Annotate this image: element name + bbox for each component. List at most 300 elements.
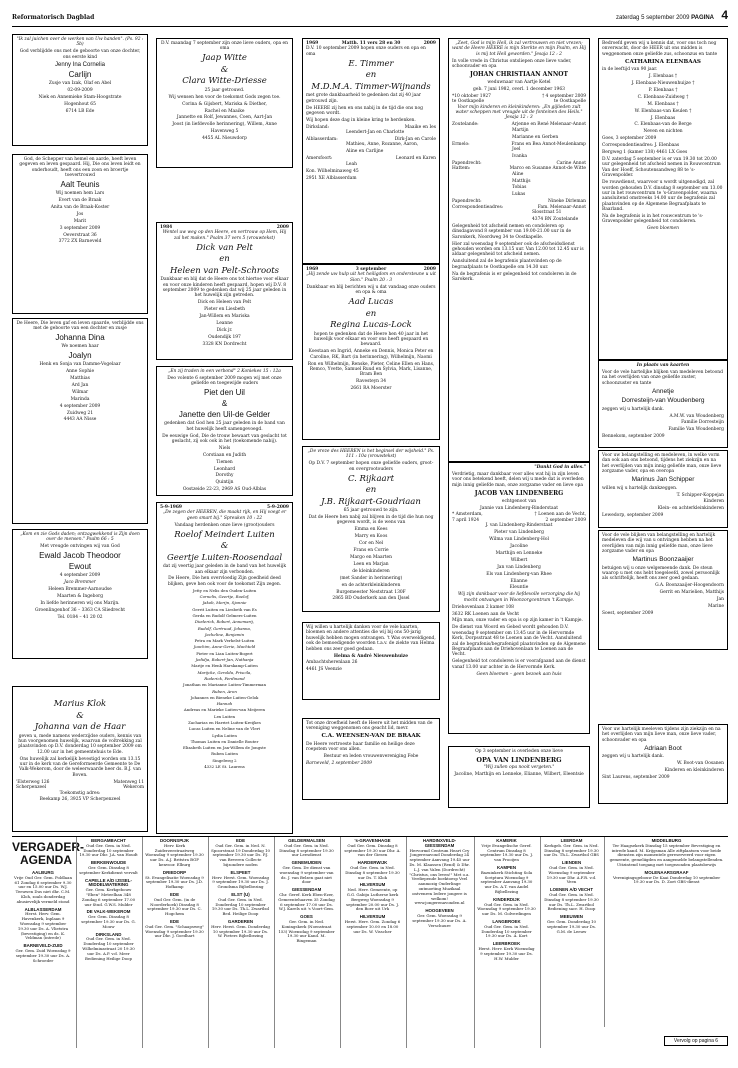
notice-kids: Cornelis, Geertje, Roelof, [199, 594, 250, 600]
notice-name: Roelof Meindert Luiten [174, 529, 275, 540]
notice-callname: Carlijn [68, 70, 92, 80]
continued-link[interactable]: Vervolg op pagina 6 [664, 1036, 728, 1046]
notice-kids: Familie Van Woudenberg [668, 427, 724, 433]
notice-kids: Thomas Luiten en Danielle Bouter [190, 738, 259, 744]
notice-kids: Pieter en Lian Luiten-Bogert [196, 650, 253, 656]
agenda-entry-text: Ger. Gem. Woensdag 9 september 19.30 uur Ds. A. Verschuure [412, 912, 467, 928]
notice-sibling: Ard Jan [71, 382, 89, 388]
agenda-entry-place: DE VALK-WEKEROM [86, 909, 131, 915]
notice-address: Zuidweg 21 [66, 410, 94, 416]
notice-name: Johanna van de Haar [34, 722, 126, 732]
agenda-entry [543, 888, 600, 912]
agenda-entry [607, 871, 726, 885]
notice-kids: Rachel en Maaike [204, 108, 245, 114]
agenda-entry-text: Vrije Evangelische Geref. Centrum Dinsdag 8 september 19.30 uur Ds. J. van Prooijen [480, 842, 533, 863]
agenda-entry-text: Oud Ger. Gem. in Ned. Donderdag 10 september Wilhelminastraat 20 19.30 uur Ds. A.P. v.d. Meer Bediening Heilige Doop [82, 936, 135, 961]
notice-text: Wij willen u hartelijk danken voor de vele kaarten, bloemen en andere attenties die wij bij ons 50-jarig huwelijk hebben mogen ontvangen. 't Was overweldigend, ook de bemoedigende woorden t.a.v. de ziekte van Helma hebben ons zeer goed gedaan. [306, 625, 436, 652]
notice-kids: Jannette en Rolf, Jewannes, Coen, Aart-Jan [176, 115, 273, 121]
agenda-entry-text: Bazuinkerk Stichting Sola Scriptura Woensdag 9 september Aanvang 19.30 uur Ds. A.T. van Andel Bijbellezing [480, 869, 533, 894]
notice-text: Tot onze droefheid heeft de Heere uit het midden van de vereniging weggenomen ons geacht lid, mevr. [306, 721, 433, 732]
agenda-entry [277, 888, 336, 912]
agenda-entry-text: Ger. Gem. Dinsdag 8 september 19.30 uur Ds. G. Mouw [81, 914, 136, 929]
agenda-entry-place: GIESSENDAM [291, 887, 322, 893]
notice-name: CATHARINA ELENBAAS [625, 58, 701, 65]
agenda-entry-text: Oud Ger. Gem. in Ned. Dinsdag 8 september 19.30 uur Ds. T. Klok [345, 864, 400, 880]
agenda-entry-place: DIRKSLAND [95, 931, 122, 937]
notice-kids: P. Elenbaas † [648, 87, 678, 93]
notice-kids: Marthijn en Lenneke [495, 550, 543, 556]
notice-text: D.V. zaterdag 5 september is er van 19.30 tot 20.00 uur gelegenheid tot afscheid nemen in Rouwcentrum Van der Hoeff, Schoutensandweg 88 te 's-Gravenpolder. [602, 157, 721, 179]
notice-city: 3772 ZX Barneveld [58, 239, 102, 245]
agenda-entry [14, 871, 72, 905]
notice-name: Jaap Witte [202, 53, 247, 64]
agenda-entry-text: St. Evangelisatie Woensdag 9 september 19.30 uur Ds. J.D. Hofkamp [145, 874, 204, 890]
notice-quote: „Hij zende uw hulp uit het heiligdom en ondersteune u uit Sion." Psalm 20 : 3 [306, 272, 436, 283]
agenda-entry-place: MOLENAARSGRAAF [644, 869, 689, 875]
notice-address: Oeverstraat 36 [63, 232, 97, 238]
notice-text: Voor de vele blijken van belangstelling en hartelijk medeleven die wij van u ontvingen hebben na het overlijden van mijn innig geliefde man, onze lieve zorgzame vader en opa [602, 533, 716, 555]
death-date: † 4 september 2009 [541, 93, 586, 99]
notice-kids: A.M.W. van Woudenberg [669, 413, 724, 419]
notice-day: 3 september [355, 267, 387, 272]
notice-kids: Jacheline, Benjamin [204, 631, 245, 637]
agenda-entry-place: HILVERSUM [359, 882, 386, 888]
agenda-entry [277, 839, 336, 858]
notice-thanks-nieuwenhuize [302, 622, 440, 700]
agenda-entry-place: KAMERIK [496, 838, 517, 843]
notice-name: Piet den Uil [204, 388, 245, 398]
notice-kids: Ruben Luiten [211, 751, 238, 757]
notice-family: Niek en Annemieke Stam-Hoogstrate [38, 94, 122, 100]
notice-place-date: Barneveld, 2 september 2009 [306, 761, 372, 767]
family-place: Amersfoort: [306, 156, 333, 162]
agenda-entry-place: GOES [300, 914, 313, 920]
agenda-column [604, 837, 728, 1027]
notice-birth-joalyn [12, 318, 148, 524]
notice-name: Johanna Dina [55, 333, 105, 343]
family-names: Joel [512, 147, 521, 152]
notice-kids: Lydia Luiten [212, 732, 237, 738]
agenda-entry [277, 915, 336, 944]
notice-kids: Dorothy [215, 473, 234, 479]
notice-text: Wij hopen deze dag in kleine kring te herdenken. [306, 117, 416, 123]
vergader-agenda [12, 836, 728, 1048]
birth-date: *10 oktober 1927 [452, 93, 491, 99]
page-date [616, 13, 714, 23]
notice-kids: Lucas Luiten en Neline van de Vlert [188, 726, 261, 732]
family-names: Arjenne en René Melenaar-Annot [511, 122, 586, 128]
agenda-entry-text: Oud Ger. Gem. "Schaapsweg" Woensdag 9 september 19.30 uur Dhr. J. Goedhart [145, 923, 204, 939]
notice-kids: en de achterkleinkinderen [341, 582, 401, 588]
agenda-entry-text: Herv. Herst. Gem. Donderdag 10 september 19.30 uur Ds. W. Pieters Bijbelbezing [211, 923, 270, 939]
agenda-entry-text: Ger. Gem. Kerkgebouw "Eben" Meteelhan 348 Zondag 6 september 17.00 uur Stud. G.W.S. Mulder [81, 887, 136, 907]
year-start: 1984 [160, 225, 173, 230]
notice-text: Aansluitend zal de begrafenis plaatsvinden op de begraafplaats te Oostkapelle om 14.30 uur. [452, 259, 562, 270]
notice-kids: Dick en Heleen van Pelt [197, 300, 252, 306]
notice-kids: Wilma van Lindenberg-Hol [489, 537, 549, 543]
notice-kids: Elianne [510, 578, 528, 584]
notice-kids: Andreas en Marieke Luiten-van Meijeren [183, 707, 266, 713]
notice-kids: de kleinkinderen [352, 568, 390, 574]
notice-amp: en [365, 308, 377, 319]
notice-kids: Diederick, Robert, Annemarij, [194, 619, 255, 625]
page-number: 4 [721, 8, 728, 22]
notice-thanks-boonzaaijer [598, 530, 728, 650]
future-address: Beekamp 26, 3925 VP Scherpenzeel [39, 797, 121, 803]
agenda-entry [79, 933, 138, 962]
agenda-entry-place: DOORNSPIJK [159, 838, 190, 843]
notice-text: De Heere vertroeste haar familie en heilige deze roepstem voor ons allen. [306, 741, 415, 753]
notice-name: Dorresteijn-van Woudenberg [621, 397, 705, 405]
notice-date: 02-09-2009 [67, 88, 93, 94]
notice-quote: Wentel uw weg op den Heere, en vertrouw op Hem, Hij zal het maken." Psalm 37 vers 5 (vrouwtekst) [162, 230, 287, 241]
agenda-entry-text: Ger. Gem. De dienst van woensdag 9 september van ds. J. van Belzen gaat niet door [279, 864, 334, 885]
notice-text: Geen bloemen – geen bezoek aan huis [476, 671, 562, 677]
notice-quote: "Ik zal juichen over de werken van Uw handen". (Ps. 92 : 5b) [16, 37, 144, 48]
notice-callname-intro: We noemen haar [61, 344, 99, 350]
notice-kids: Niels [218, 445, 231, 451]
agenda-entry-place: BARNEVELD-ZUID [23, 943, 63, 949]
notice-address: Driehovenlaan 2 kamer 108 [452, 604, 514, 610]
notice-intro: God verblijdde ons met de geboorte van onze dochter, ons eerste kind [19, 49, 141, 60]
agenda-entry [343, 839, 402, 858]
notice-text: Ons huwelijk zal kerkelijk bevestigd worden om 13.15 uur in de kerk van de Gereformeerde Gemeente te De Valk-Wekerom, door de weleerwaarde heer ds. B.J. van Boven. [19, 756, 141, 778]
correspondence-name: Correspondentieadres: J. Elenbaas [602, 143, 680, 149]
agenda-column [208, 837, 272, 1048]
agenda-title-line1: VERGADER- [12, 840, 85, 854]
notice-kids: Hannah [216, 701, 233, 707]
agenda-entry [477, 920, 536, 939]
family-names: Leah [346, 161, 357, 167]
notice-text: Voor mijn kinderen en kleinkinderen: „En gijlieden zult water scheppen met vreugde uit de fonteinen des Heils." Jesaja 12 : 3 [455, 104, 583, 121]
notice-text: Hier zal woensdag 9 september ook de afscheidsdienst gehouden worden om 13.15 uur. Van 12.00 tot 12.45 uur is aldaar gelegenheid tot afscheid nemen. [452, 241, 584, 258]
notice-text: dat zij veertig jaar geleden in de band van het huwelijk aan elkaar zijn verbonden. [163, 564, 286, 575]
notice-sibling: Wilmar [71, 389, 89, 395]
notice-kids: Pieter van Lindenberg [494, 530, 544, 536]
agenda-entry-text: Oud Ger. Gem. in Ned. Donderdag 10 september 19.30 uur Ds. Th.L. Zwartbol Bed. Heilige Doop [211, 896, 270, 917]
family-names: Leonard en Karen [395, 156, 436, 162]
notice-phone: Tel. 0184 – 41 20 02 [57, 614, 103, 620]
notice-anniversary-rijkaart [302, 446, 440, 612]
notice-name: Aad Lucas [348, 297, 394, 308]
agenda-entry [211, 839, 270, 868]
notice-kids: Jan [716, 597, 724, 603]
notice-address: Kon. Wilhelminaweg 45 [306, 168, 359, 174]
notice-kids: Frans en Corrie [353, 548, 389, 554]
notice-name: C.A. WEENSEN-VAN DE BRAAK [321, 733, 421, 740]
agenda-column [274, 837, 338, 1048]
notice-kids: M. Elenbaas † [647, 101, 679, 107]
notice-kids: Joost (in liefdevolle herinnering), Willem, Anne [172, 122, 277, 128]
notice-kids: Corina & Gijsbert, Mariska & Diether, [182, 101, 267, 107]
correspondence-street: Slosstraat 51 [532, 210, 562, 216]
agenda-entry [409, 839, 470, 906]
notice-address: Oostzeide 22-23, 2969 AS Oud-Alblas [182, 487, 267, 493]
notice-address: Burgemeester Neststraat 130F [336, 589, 406, 595]
agenda-entry-place: EDE [235, 838, 246, 843]
agenda-entry-text: Ger. Gem. Donderdag 10 september 19.30 uur Ds. G.M. de Leeuw [546, 918, 597, 934]
agenda-entry-place: LIENDEN [561, 860, 582, 866]
notice-siblings: Zusje van Izak, Olaf en Abel [48, 81, 112, 87]
agenda-column [142, 837, 206, 1048]
family-names: Lukas [512, 192, 526, 198]
death-place: te Oostkapelle [553, 99, 586, 105]
agenda-title-line2: AGENDA [20, 853, 73, 867]
agenda-entry [409, 909, 470, 928]
notice-name: Geertje Luiten-Roosendaal [166, 552, 283, 563]
family-names: Martijn [512, 127, 529, 133]
agenda-entry-text: Herst. Herv. Gem. Havenkerk, Inplaan 9 Woensdag 9 september 19.30 uur Ds. A. Vlietstra (bevestiging) en ds. K. Veldman (intrede) [17, 911, 69, 941]
notice-city: 3328 KN Dordrecht [202, 341, 247, 347]
notice-kids: Kinderen en kleinkinderen [664, 768, 724, 774]
notice-anniversary-timmer [302, 38, 440, 264]
notice-name: JOHAN CHRISTIAAN ANNOT [469, 71, 568, 79]
notice-thanks-dorresteijn [598, 360, 728, 448]
agenda-entry [543, 861, 600, 885]
family-names: Frans en Bea Annot-Meulenkamp [511, 141, 586, 147]
page-label: PAGINA [691, 15, 714, 21]
correspondence-label: Correspondentieadres: [452, 204, 504, 210]
notice-kids: Ruben, Aron [212, 688, 237, 694]
notice-mother: Anita van de Braak-Koster [50, 204, 110, 210]
notice-kids: Cor en Nel [358, 541, 384, 547]
notice-text: De Heere, Die hen overvloedig Zijn goedheid deed blijken, geve hen ook voor de toekomst Zijn zegen. [167, 576, 282, 587]
notice-name: Adriaan Boot [644, 744, 682, 752]
notice-birth-ewout [12, 529, 148, 659]
family-names: Matthijs [512, 178, 531, 184]
notice-quote: „De zegen der HEEREN, die maakt rijk, en Hij voegt er geen smart bij." Spreuken 10 : 22 [162, 510, 287, 521]
notice-years: 25 jaar getrouwd. [204, 87, 245, 93]
agenda-entry-text: Oud Ger. Gem. in Ned. Woensdag 9 september 19.30 uur Ds. M. Golverdingen [477, 901, 536, 917]
notice-marriage-klok [12, 686, 148, 832]
notice-kids: Johannes en Bieneke Luiten-Gelok [190, 694, 259, 700]
agenda-entry [211, 893, 270, 917]
notice-address: Hogenhout 65 [64, 101, 96, 107]
notice-sibling: Matthias [70, 376, 90, 382]
notice-text: Verdrietig, maar dankbaar voor alles wat hij in zijn leven voor ons betekend heeft, delen wij u mede dat is overleden mijn innig geliefde man, onze zorgzame vader en lieve opa [452, 471, 584, 488]
notice-address: Oudendijk 197 [208, 334, 241, 340]
notice-city: 4455 AL Nieuwdorp [202, 136, 247, 142]
notice-spouse: Jannie van Lindenberg-Rinderstaat [479, 505, 558, 511]
family-place: Alblasserdam: [306, 137, 338, 143]
paper-name: Reformatorisch Dagblad [12, 14, 95, 21]
agenda-entry-place: AALBURG [32, 870, 54, 875]
agenda-entry-place: LEERBROEK [492, 941, 521, 947]
notice-signature: Jacoline, Marthijn en Lenneke, Elianne, Wilbert, Eleentsie [454, 772, 584, 778]
notice-name: Heleen van Pelt-Schroots [170, 265, 279, 276]
notice-callname: Ewout [68, 562, 92, 572]
notice-city: 2865 BD Ouderkerk aan den IJssel [332, 596, 410, 602]
notice-name: E. Timmer [348, 58, 394, 69]
family-names: Mathieu, Anne, Rozanne, Aaron, [346, 142, 419, 148]
death-place: † Loenen aan de Vecht, [534, 512, 586, 518]
notice-kids: Marine [707, 604, 724, 610]
notice-kids: Quintijn [215, 480, 234, 486]
notice-name: Marinus Jan Schipper [631, 476, 695, 484]
notice-parents: Henk en Sonja van Damme-Vogelaar [39, 362, 121, 368]
notice-name: Jenny Ina Cornelia [54, 61, 106, 68]
agenda-column [340, 837, 404, 1048]
agenda-entry-place: HOOGEVEEN [425, 908, 454, 914]
notice-text: De rouwdienst, waarvoor u wordt uitgenodigd, zal worden gehouden D.V. dinsdag 8 september om 13.00 uur in het rouwcentrum te 's-Gravenpolder, waarna aansluitend omstreeks 14.00 uur de begrafenis zal plaatsvinden op de Algemene Begraafplaats te Baarland. [602, 180, 723, 213]
notice-place-date: Sint Laurens, september 2009 [602, 774, 670, 780]
notice-callname: Joalyn [68, 351, 92, 361]
family-place: Papendrecht: [452, 199, 482, 205]
notice-kids: (met Sander in herinnering) [339, 575, 403, 581]
agenda-entry-place: LANGBROEK [492, 918, 521, 924]
family-place: Hattem: [452, 166, 471, 172]
notice-kids: Marry en Koos [354, 534, 388, 540]
family-names: Marco en Susanne Annot-de Witte [509, 166, 586, 172]
agenda-entry-text: Chr. Geref. Kerk Eben-Ezer, Gemeentehaaven 35 Zondag 6 september 17.00 uur Ds. W.J. Karels uit 's Voort-Gem. [278, 891, 335, 912]
notice-kids: Pieter en Liesbeth [204, 307, 245, 313]
notice-name: Martinus Boonzaaijer [632, 556, 694, 564]
notice-address: Singelweg 2 [212, 757, 237, 763]
notice-thanks-boot [598, 724, 728, 804]
notice-kids: Leen en Marjan [353, 561, 389, 567]
notice-name: Aalt Teunis [60, 180, 100, 190]
notice-quote: „Zeet, God is mijn Heil, ik zal vertrouwen en niet vrezen; want de Heere HEERE is mijn Sterkte en mijn Psalm, en Hij is mij tot Heil geworden." Jesaja 12 : 2 [452, 41, 586, 57]
family-names: Aline [512, 171, 524, 177]
notice-place-date: Goes, 3 september 2009 [602, 136, 657, 142]
notice-callname: Wij noemen hem Lars [55, 191, 105, 197]
notice-kids: Jakob, Merijn, Sjannie [202, 600, 247, 606]
agenda-entry-text: Vrije Oud Ger. Gem. Poldlaan 61 Zondag 6 september 9.30 uur en 15.00 uur Ds. W.J. Teeuwen Dus niet dhr. C.M. Kloh, zoals donderdag abusievelijk vermeld stond [14, 874, 72, 904]
correspondence-city: 4374 BN Zoutelande [532, 216, 579, 222]
notice-quote: „Kom en zie Gods daden; ontzagwekkend is Zijn doen over de mensen." Psalm 66 : 5 [20, 532, 140, 543]
notice-text: De HEERE zij hen en ons nabij in de tijd die ons nog gegeven wordt. [306, 105, 423, 116]
notice-name: Dick van Pelt [196, 242, 253, 253]
notice-quote: „En zij traden in een verbond" 2 Koniekes 15 : 12a [168, 369, 281, 374]
notice-birth-carlijn [12, 34, 148, 146]
family-names: Tobias [512, 185, 527, 191]
agenda-entry-text: Hervormd Centrum Heart Cry Jongerenavond Donderdag 24 september Aanvang 19.45 uur Ds. M. Klaassen (Rend) & Dhr. L.J. van Valen (Dordrecht) "Christus, ons leven!" Met o.a. Verdiepende boektoesp Veel aanmozig Onderlinge ontmoeting Muzikaal ontvenren Iedere jongere is welkom! www.jongerenavonden.nl [409, 847, 470, 906]
notice-text: zeggen wij u hartelijk dank. [602, 406, 664, 412]
notice-spouse: weduwnaar van Aartje Ketel [487, 80, 551, 86]
notice-kids: J. Elenbaas-Nieuwenhuijze † [631, 81, 695, 87]
agenda-entry-place: HARDERWIJK [357, 860, 388, 866]
notice-place-date: Bennekom, september 2009 [602, 434, 665, 440]
agenda-entry-place: KAMPEN [496, 864, 517, 870]
agenda-entry [145, 839, 204, 868]
notice-kids: Roderick, Ferdinand [204, 675, 245, 681]
notice-text: Bedroefd geven wij u kennis dat, voor ons toch nog onverwacht, door de HEER uit ons midden is weggenomen onze geliefde zus, schoonzus en tante [602, 41, 718, 57]
notice-kids: G.A. Boonzaaijer-Hoogendoorn [655, 583, 724, 589]
agenda-entry-place: HARDINXVELD-GIESSENDAM [422, 838, 457, 848]
notice-amp: en [365, 70, 377, 81]
agenda-entry [211, 871, 270, 890]
notice-quote: "Dankt God in alles." [534, 465, 586, 470]
agenda-entry-place: KINDERDIJK [493, 896, 520, 902]
notice-kids: Gerda en Rudolf Gelmers-Luiten [192, 612, 257, 618]
correspondence-address: Bergweg 1 (kamer 138) 4461 LX Goes [602, 150, 688, 156]
notice-kids: Klein- en achterkleinkinderen [657, 506, 724, 512]
notice-text: gedenken dat God hen 25 jaar geleden in de band van het huwelijk heeft samengevoegd. [164, 421, 285, 432]
agenda-entry-place: 's-GRAVENHAGE [354, 838, 391, 843]
agenda-entry-place: ELST (U) [231, 891, 250, 897]
notice-amp: & [220, 64, 229, 75]
notice-anniversary-luiten [156, 502, 293, 834]
agenda-entry-place: BERKENWOUDE [90, 860, 127, 866]
notice-text: Dankbaar en blij dat de Heere ons tot hiertoe voor elkaar en voor onze kinderen heeft gespaard, hopen wij D.V. 8 september 2009 te gedenken dat wij 25 jaar geleden in het huwelijk zijn getreden. [160, 277, 289, 299]
notice-sibling: Anne Sophie [65, 369, 95, 375]
notice-text: Mijn man, onze vader en opa is op zijn kamer in 't Kampje. [452, 618, 583, 624]
agenda-entry [79, 861, 138, 875]
notice-kids: Jacoline [510, 543, 528, 549]
notice-city: 4461 JS Veenzie [306, 667, 342, 673]
notice-name: Regina Lucas-Lock [330, 320, 412, 331]
notice-date: 3 september 2009 [59, 225, 101, 231]
notice-sibling: Jos [76, 211, 84, 217]
agenda-entry [277, 861, 336, 885]
notice-text: zeggen wij u hartelijk dank. [602, 754, 664, 760]
notice-city: 4332 LE St. Laurens [204, 764, 245, 770]
agenda-entry-text: Herv. Herst. Gem. Woensdag 9 september 19.30 uur Ds. J. Grondsma Bijbelbezing [211, 874, 270, 890]
notice-place-date: Soest, september 2009 [602, 610, 654, 616]
notice-mother: Heleen Bremmer-Aarnoudse [48, 587, 112, 593]
notice-name: M.D.M.A. Timmer-Wijnands [311, 81, 431, 92]
notice-name: JACOB VAN LINDENBERG [474, 489, 564, 497]
family-names: Nineke Dirleman [548, 199, 586, 205]
notice-text: met grote dankbaarheid te gedenken dat zij 40 jaar getrouwd zijn. [306, 93, 421, 104]
family-names: Carine Annot [556, 160, 586, 166]
agenda-entry [79, 910, 138, 929]
notice-kids: Zacharias en Harriet Luiten-Kreijkes [188, 719, 261, 725]
year-end: 5-9-2009 [267, 505, 289, 510]
notice-kids: Elizabeth Luiten en Jan-Willem de Jongste [183, 745, 266, 751]
correspondence-name: Fam. Melenaar-Annot [537, 204, 586, 210]
notice-text: Na de begrafenis is er gelegenheid tot condoleren in de Sarokerk. [452, 271, 577, 283]
notice-quote: „De vreze des HEEREN is het beginsel der wijsheid." Ps. 111 : 10a (vrouwtekst) [307, 449, 435, 460]
agenda-entry-place: BERGAMBACHT [91, 838, 126, 843]
notice-kids: Emma en Kees [354, 527, 388, 533]
notice-kids: Kinderen [703, 499, 724, 505]
city-right: Wekerom [123, 785, 144, 791]
notice-intro: In volle vrede in Christus ontsliepen onze lieve vader, schoonvader en opa [452, 58, 572, 70]
notice-intro: Vandaag herdenken onze lieve (groot)ouders [174, 522, 275, 528]
agenda-entry [477, 898, 536, 917]
agenda-entry-place: HILVERSUM [359, 914, 386, 920]
family-place: Ermelo: [452, 141, 470, 147]
agenda-entry [145, 871, 204, 890]
notice-name: C. Rijkaart [347, 473, 395, 484]
agenda-entry-text: Ger. Gem. in Ned. Koningskerk (Noenstraat 153) Woensdag 9 september 19.30 uur Kand. M. Ringeman [278, 918, 335, 944]
notice-death-opa [448, 746, 590, 808]
notice-death-weensen [302, 718, 440, 800]
family-names: Leendert-Jan en Charlotte [346, 130, 405, 136]
notice-date: 4 september 2009 [59, 403, 101, 409]
family-place: Papendrecht: [452, 160, 482, 166]
notice-kids: Jan van Lindenberg [497, 564, 541, 570]
notice-anniversary-lucas [302, 264, 440, 440]
notice-text: Gelegenheid tot afscheid nemen en condoleren op dinsdagavond 8 september van 19.00-21.00 uur in de Saronkerk, Noordweg 34 te Oostkapelle. [452, 223, 572, 240]
notice-city: 2951 XE Alblasserdam [306, 175, 357, 181]
notice-spouse-intro: echtgenoot van [501, 498, 537, 504]
notice-kids: J. Elenbaas † [648, 74, 678, 80]
notice-kids: Els van Lindenberg-van Rhee [486, 571, 552, 577]
agenda-entry [343, 861, 402, 880]
notice-kids: Gerrit en Marielien, Matthijs [659, 590, 724, 596]
notice-kids: W. Elenbaas-van Keulen † [634, 108, 692, 114]
agenda-entry-text: Oud Ger. Gem. in Ned. Dinsdag 8 september 19.30 uur Leesdienst [279, 842, 334, 858]
notice-text: De Heere, Die leven gaf en leven spaarde, verblijdde ons met de geboorte van een dochter en zusje [16, 321, 144, 332]
agenda-entry-text: Oud Ger. Gem. in Ned. Donderdag 10 september 19.30 uur Ds. A. Kort [481, 923, 532, 939]
notice-kids: Familie Dorresteijn [681, 420, 724, 426]
year-start: 5-9-1969 [160, 505, 182, 510]
notice-text: hopen te gedenken dat de Heere hen 40 jaar in het huwelijk voor elkaar en voor ons heeft gespaard en bewaard. [313, 331, 429, 348]
notice-siblings: Maarten & Ingeborg [56, 593, 104, 599]
notice-name: OPA VAN LINDENBERG [476, 755, 562, 764]
